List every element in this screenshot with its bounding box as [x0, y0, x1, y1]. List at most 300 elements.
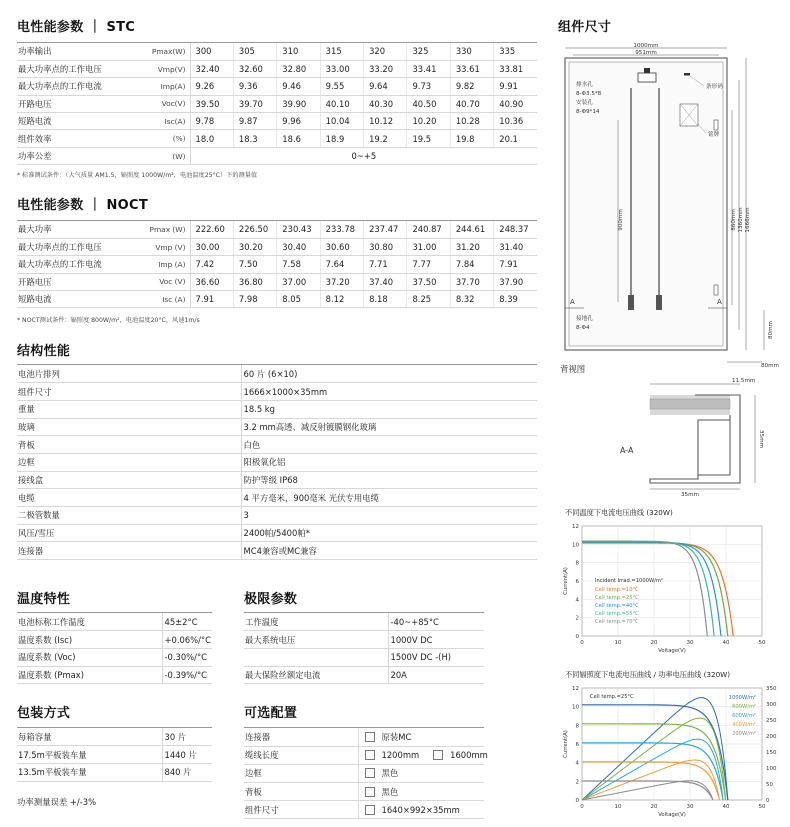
structure-value: 18.5 kg: [241, 400, 537, 418]
structure-title: 结构性能: [17, 344, 71, 359]
noct-note: * NOCT测试条件：辐照度 800W/m²，电池温度20°C，风速1m/s: [17, 317, 200, 324]
connector-right: [656, 295, 662, 310]
options-row: [244, 801, 484, 819]
noct-cell: 7.58: [277, 256, 320, 273]
packaging-key: 17.5m平板装车量: [17, 746, 162, 764]
structure-key: 玻璃: [17, 418, 241, 436]
stc-row-unit: Isc(A): [134, 113, 190, 130]
y-axis-label: Current(A): [563, 567, 569, 595]
noct-cell: 37.20: [320, 273, 363, 290]
option-checkbox[interactable]: [365, 732, 375, 742]
y-tick-label: 6: [575, 579, 579, 585]
section-width-label: 11.5mm: [732, 378, 756, 384]
structure-row: [17, 542, 537, 560]
limits-table: [244, 613, 484, 684]
stc-cell: 33.41: [407, 60, 450, 77]
mount-hole-label: 安装孔: [576, 100, 593, 106]
noct-row-unit: Vmp (V): [134, 238, 190, 255]
barcode-label: 条形码: [706, 84, 723, 90]
stc-cell: 325: [407, 43, 450, 60]
y2-tick-label: 0: [766, 798, 770, 804]
structure-key: 风压/雪压: [17, 524, 241, 542]
structure-value: 白色: [241, 436, 537, 454]
options-key: 边框: [244, 764, 358, 782]
noct-row: [17, 291, 537, 308]
noct-cell: 7.77: [407, 256, 450, 273]
chart1-legend-item: Cell temp.=55°C: [595, 611, 639, 617]
y-tick-label: 0: [575, 634, 579, 640]
options-row: [244, 764, 484, 782]
options-title: 可选配置: [244, 706, 298, 721]
stc-cell: 39.90: [277, 95, 320, 112]
stc-tolerance-label: 功率公差: [17, 147, 134, 164]
ground-hole-label: 接地孔: [576, 316, 593, 322]
mount-hole-spec: 8-Φ9*14: [576, 109, 600, 115]
section-aa-label: A-A: [620, 446, 634, 455]
option-checkbox[interactable]: [433, 750, 443, 760]
options-row: [244, 746, 484, 764]
junction-box-top: [644, 68, 650, 73]
noct-cell: 240.87: [407, 221, 450, 238]
noct-cell: 7.84: [450, 256, 493, 273]
stc-cell: 320: [364, 43, 407, 60]
noct-row-unit: Imp (A): [134, 256, 190, 273]
chart1-legend-item: Cell temp.=70°C: [595, 619, 639, 625]
structure-row: [17, 436, 537, 454]
option-label: 1640×992×35mm: [381, 804, 460, 815]
y-tick-label: 10: [572, 704, 579, 711]
chart2-title: 不同辐照度下电流电压曲线 / 功率电压曲线 (320W): [565, 670, 731, 679]
stc-cell: 18.6: [277, 130, 320, 147]
noct-cell: 36.60: [190, 273, 233, 290]
structure-value: 1666×1000×35mm: [241, 383, 537, 401]
stc-cell: 300: [190, 43, 233, 60]
stc-row: [17, 95, 537, 112]
options-key: 缆线长度: [244, 746, 358, 764]
noct-cell: 230.43: [277, 221, 320, 238]
structure-row: [17, 400, 537, 418]
structure-row: [17, 471, 537, 489]
y-tick-label: 12: [572, 686, 579, 692]
stc-row-unit: Voc(V): [134, 95, 190, 112]
back-view-drawing: [556, 40, 790, 380]
stc-row-label: 开路电压: [17, 95, 134, 112]
stc-cell: 40.10: [320, 95, 363, 112]
noct-row: [17, 256, 537, 273]
stc-row: [17, 78, 537, 95]
structure-key: 组件尺寸: [17, 383, 241, 401]
chart1-legend-item: Cell temp.=40°C: [595, 603, 639, 609]
stc-row: [17, 130, 537, 147]
x-tick-label: 20: [650, 640, 658, 646]
stc-cell: 40.30: [364, 95, 407, 112]
stc-tolerance-value: 0~+5: [190, 147, 537, 164]
limits-value: -40~+85°C: [388, 613, 484, 631]
y-tick-label: 0: [575, 798, 579, 804]
dim-1666-label: 1666mm: [745, 207, 751, 233]
options-row: [244, 783, 484, 801]
x-tick-label: 30: [686, 640, 694, 646]
temperature-key: 电池标称工作温度: [17, 613, 162, 631]
noct-title: 电性能参数 ｜ NOCT: [17, 198, 148, 213]
chart1-annotation: Incident Irrad.=1000W/m²: [595, 578, 663, 584]
stc-cell: 9.73: [407, 78, 450, 95]
stc-row-unit: Imp(A): [134, 78, 190, 95]
noct-cell: 7.98: [233, 291, 276, 308]
stc-row-label: 最大功率点的工作电流: [17, 78, 134, 95]
stc-cell: 310: [277, 43, 320, 60]
limits-key: 工作温度: [244, 613, 388, 631]
chart2-legend-item: 600W/m²: [732, 713, 756, 719]
dim-80-vertical-label: 80mm: [768, 320, 774, 340]
limits-title: 极限参数: [244, 592, 298, 607]
y-tick-label: 12: [572, 524, 579, 530]
x-tick-label: 0: [580, 804, 584, 810]
stc-cell: 39.50: [190, 95, 233, 112]
stc-cell: 18.9: [320, 130, 363, 147]
drain-hole-label: 排水孔: [576, 82, 593, 88]
structure-value: 防护等级 IP68: [241, 471, 537, 489]
stc-cell: 32.80: [277, 60, 320, 77]
options-value: [358, 764, 484, 782]
junction-box: [638, 73, 656, 82]
stc-cell: 20.1: [494, 130, 537, 147]
noct-cell: 36.80: [233, 273, 276, 290]
options-row: [244, 728, 484, 746]
stc-cell: 10.28: [450, 113, 493, 130]
options-value: [358, 801, 484, 819]
y-tick-label: 2: [575, 615, 579, 622]
limits-value: 1500V DC -(H): [388, 648, 484, 666]
noct-cell: 31.00: [407, 238, 450, 255]
stc-cell: 40.70: [450, 95, 493, 112]
noct-cell: 30.60: [320, 238, 363, 255]
noct-cell: 226.50: [233, 221, 276, 238]
packaging-row: [17, 746, 212, 764]
noct-cell: 30.20: [233, 238, 276, 255]
chart2-legend-item: 1000W/m²: [728, 695, 756, 701]
noct-row-label: 最大功率: [17, 221, 134, 238]
structure-value: 60 片 (6×10): [241, 365, 537, 383]
cross-section-drawing: [580, 375, 790, 500]
x-tick-label: 10: [614, 804, 622, 810]
dim-1000-label: 1000mm: [633, 43, 659, 49]
stc-cell: 40.90: [494, 95, 537, 112]
dim-860-label: 860mm: [731, 209, 737, 231]
noct-row-label: 短路电流: [17, 291, 134, 308]
option-label: 黑色: [381, 786, 399, 797]
stc-cell: 9.55: [320, 78, 363, 95]
chart1-title: 不同温度下电流电压曲线 (320W): [565, 508, 673, 517]
limits-value: 20A: [388, 666, 484, 684]
stc-title: 电性能参数 ｜ STC: [17, 20, 136, 35]
y-tick-label: 4: [575, 597, 579, 604]
y-tick-label: 4: [575, 760, 579, 767]
packaging-key: 13.5m平板装车量: [17, 763, 162, 781]
x-axis-label: Voltage(V): [658, 648, 686, 654]
structure-row: [17, 418, 537, 436]
option-label: 原装MC: [381, 731, 412, 742]
stc-cell: 32.40: [190, 60, 233, 77]
structure-key: 电缆: [17, 489, 241, 507]
stc-row-label: 最大功率点的工作电压: [17, 60, 134, 77]
noct-cell: 37.50: [407, 273, 450, 290]
drain-hole-spec: 8-Φ3.5*8: [576, 91, 602, 97]
chart1-legend-item: Cell temp.=10°C: [595, 587, 639, 593]
limits-key: 最大系统电压: [244, 631, 388, 649]
structure-value: MC4兼容或MC兼容: [241, 542, 537, 560]
stc-cell: 9.46: [277, 78, 320, 95]
options-key: 组件尺寸: [244, 801, 358, 819]
mount-slot-top: [714, 120, 718, 130]
back-view-label: 背视图: [560, 364, 586, 374]
stc-cell: 9.82: [450, 78, 493, 95]
stc-cell: 330: [450, 43, 493, 60]
section-mark-left: A: [570, 298, 575, 306]
temperature-value: 45±2°C: [162, 613, 212, 631]
temperature-value: -0.39%/°C: [162, 666, 212, 684]
stc-cell: 32.60: [233, 60, 276, 77]
noct-cell: 237.47: [364, 221, 407, 238]
section-height-label: 35mm: [758, 429, 764, 449]
noct-cell: 37.40: [364, 273, 407, 290]
limits-key: [244, 648, 388, 666]
limits-row: [244, 613, 484, 631]
y2-tick-label: 350: [766, 686, 777, 692]
temperature-key: 温度系数 (Pmax): [17, 666, 162, 684]
noct-cell: 7.42: [190, 256, 233, 273]
temperature-value: +0.06%/°C: [162, 631, 212, 649]
option-label: 1200mm: [381, 750, 420, 761]
iv-irradiance-chart: [560, 682, 788, 827]
temperature-row: [17, 613, 212, 631]
noct-row: [17, 221, 537, 238]
packaging-title: 包装方式: [17, 706, 71, 721]
options-key: 连接器: [244, 728, 358, 746]
structure-value: 4 平方毫米，900毫米 光伏专用电缆: [241, 489, 537, 507]
noct-cell: 37.00: [277, 273, 320, 290]
structure-key: 重量: [17, 400, 241, 418]
dimensions-title: 组件尺寸: [558, 20, 612, 35]
y-tick-label: 8: [575, 560, 579, 567]
option-label: 1600mm: [450, 750, 488, 761]
structure-row: [17, 453, 537, 471]
stc-row-label: 短路电流: [17, 113, 134, 130]
stc-note: * 标准测试条件：（大气质量 AM1.5，辐照度 1000W/m²，电池温度25°C）下的测量值: [17, 172, 258, 179]
y2-tick-label: 200: [766, 734, 777, 740]
x-tick-label: 40: [722, 640, 730, 646]
limits-row: [244, 631, 484, 649]
stc-row-unit: Pmax(W): [134, 43, 190, 60]
option-checkbox[interactable]: [365, 787, 375, 797]
stc-cell: 9.96: [277, 113, 320, 130]
stc-cell: 10.20: [407, 113, 450, 130]
stc-cell: 9.91: [494, 78, 537, 95]
stc-cell: 10.36: [494, 113, 537, 130]
noct-cell: 30.00: [190, 238, 233, 255]
noct-cell: 244.61: [450, 221, 493, 238]
option-checkbox[interactable]: [365, 805, 375, 815]
noct-cell: 37.70: [450, 273, 493, 290]
structure-key: 接线盒: [17, 471, 241, 489]
stc-cell: 18.0: [190, 130, 233, 147]
stc-cell: 39.70: [233, 95, 276, 112]
stc-cell: 18.3: [233, 130, 276, 147]
limits-row: [244, 648, 484, 666]
y2-tick-label: 300: [766, 702, 777, 708]
structure-key: 电池片排列: [17, 365, 241, 383]
x-tick-label: 50: [758, 640, 766, 646]
dim-80-horizontal-label: 80mm: [760, 363, 780, 369]
option-checkbox[interactable]: [365, 768, 375, 778]
structure-row: [17, 524, 537, 542]
chart2-annotation: Cell temp.=25°C: [590, 694, 634, 700]
temperature-row: [17, 666, 212, 684]
y-tick-label: 8: [575, 723, 579, 730]
option-checkbox[interactable]: [365, 750, 375, 760]
temperature-title: 温度特性: [17, 592, 71, 607]
noct-table: [17, 221, 537, 308]
stc-cell: 335: [494, 43, 537, 60]
options-table: [244, 728, 488, 819]
noct-cell: 222.60: [190, 221, 233, 238]
noct-row-unit: Voc (V): [134, 273, 190, 290]
noct-cell: 8.39: [494, 291, 537, 308]
noct-cell: 8.12: [320, 291, 363, 308]
option-label: 黑色: [381, 768, 399, 779]
stc-cell: 19.2: [364, 130, 407, 147]
iv-temperature-chart: [560, 520, 772, 658]
stc-cell: 9.87: [233, 113, 276, 130]
stc-cell: 19.5: [407, 130, 450, 147]
noct-row-label: 最大功率点的工作电压: [17, 238, 134, 255]
noct-cell: 30.80: [364, 238, 407, 255]
y2-tick-label: 100: [766, 766, 777, 772]
stc-row: [17, 60, 537, 77]
structure-value: 3: [241, 507, 537, 525]
y-tick-label: 6: [575, 742, 579, 748]
x-axis-label: Voltage(V): [658, 812, 686, 818]
noct-cell: 248.37: [494, 221, 537, 238]
nameplate-label: 铭牌: [708, 132, 720, 138]
x-tick-label: 20: [650, 804, 658, 810]
temperature-row: [17, 648, 212, 666]
structure-row: [17, 489, 537, 507]
limits-row: [244, 666, 484, 684]
x-tick-label: 50: [758, 804, 766, 810]
temperature-key: 温度系数 (Voc): [17, 648, 162, 666]
noct-cell: 7.64: [320, 256, 363, 273]
options-value: [358, 783, 484, 801]
structure-key: 边框: [17, 453, 241, 471]
stc-cell: 315: [320, 43, 363, 60]
noct-cell: 8.18: [364, 291, 407, 308]
chart2-legend-item: 800W/m²: [732, 704, 756, 710]
structure-key: 二极管数量: [17, 507, 241, 525]
chart2-legend-item: 200W/m²: [732, 731, 756, 737]
noct-row-unit: Pmax (W): [134, 221, 190, 238]
y-tick-label: 10: [572, 542, 579, 549]
stc-row-label: 功率输出: [17, 43, 134, 60]
stc-row: [17, 113, 537, 130]
structure-row: [17, 365, 537, 383]
connector-left: [628, 295, 634, 310]
structure-row: [17, 383, 537, 401]
stc-cell: 33.81: [494, 60, 537, 77]
temperature-table: [17, 613, 212, 684]
stc-cell: 10.12: [364, 113, 407, 130]
structure-value: 2400帕/5400帕*: [241, 524, 537, 542]
section-mark-right: A: [717, 298, 722, 306]
noct-cell: 7.71: [364, 256, 407, 273]
stc-cell: 9.78: [190, 113, 233, 130]
stc-cell: 19.8: [450, 130, 493, 147]
stc-cell: 9.26: [190, 78, 233, 95]
noct-row: [17, 273, 537, 290]
stc-cell: 33.20: [364, 60, 407, 77]
stc-cell: 10.04: [320, 113, 363, 130]
y-tick-label: 2: [575, 779, 579, 786]
x-tick-label: 40: [722, 804, 730, 810]
noct-cell: 30.40: [277, 238, 320, 255]
y2-tick-label: 250: [766, 718, 777, 724]
noct-row-unit: Isc (A): [134, 291, 190, 308]
x-tick-label: 10: [614, 640, 622, 646]
packaging-key: 每箱容量: [17, 728, 162, 746]
stc-table: [17, 43, 537, 165]
temperature-value: -0.30%/°C: [162, 648, 212, 666]
structure-key: 背板: [17, 436, 241, 454]
mount-slot-bottom: [714, 285, 718, 295]
noct-cell: 7.50: [233, 256, 276, 273]
cell-layer: [650, 399, 730, 409]
structure-value: 阳极氧化铝: [241, 453, 537, 471]
options-key: 背板: [244, 783, 358, 801]
y2-tick-label: 50: [766, 782, 773, 788]
packaging-value: 840 片: [162, 763, 212, 781]
options-value: [358, 746, 488, 764]
chart2-legend-item: 400W/m²: [732, 722, 756, 728]
limits-key: 最大保险丝额定电流: [244, 666, 388, 684]
noct-cell: 37.90: [494, 273, 537, 290]
noct-row-label: 最大功率点的工作电流: [17, 256, 134, 273]
temperature-row: [17, 631, 212, 649]
measurement-tolerance-note: 功率测量误差 +/-3%: [17, 797, 97, 807]
structure-table: [17, 365, 537, 560]
stc-row-unit: (%): [134, 130, 190, 147]
stc-row: [17, 43, 537, 60]
stc-tolerance-unit: (W): [134, 147, 190, 164]
noct-cell: 7.91: [494, 256, 537, 273]
stc-row-label: 组件效率: [17, 130, 134, 147]
packaging-value: 1440 片: [162, 746, 212, 764]
stc-cell: 9.64: [364, 78, 407, 95]
ground-hole-spec: 8-Φ4: [576, 325, 590, 331]
noct-cell: 233.78: [320, 221, 363, 238]
stc-cell: 40.50: [407, 95, 450, 112]
noct-cell: 8.32: [450, 291, 493, 308]
stc-cell: 33.61: [450, 60, 493, 77]
section-base-label: 35mm: [680, 492, 700, 498]
chart1-legend-item: Cell temp.=25°C: [595, 595, 639, 601]
options-value: [358, 728, 484, 746]
dim-900-label: 900mm: [618, 209, 624, 231]
dim-951-label: 951mm: [635, 50, 657, 56]
frame-cavity: [698, 420, 730, 475]
noct-cell: 31.40: [494, 238, 537, 255]
structure-key: 连接器: [17, 542, 241, 560]
stc-row-unit: Vmp(V): [134, 60, 190, 77]
